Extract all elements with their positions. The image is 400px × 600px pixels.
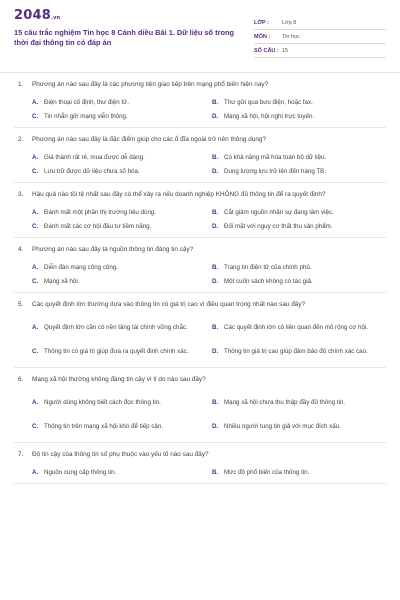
answer-options bbox=[14, 207, 386, 231]
option-text: Dung lượng lưu trữ lên đến hàng TB. bbox=[224, 167, 327, 175]
answer-option[interactable] bbox=[212, 111, 386, 121]
option-letter: C. bbox=[32, 422, 39, 430]
question-text: Mạng xã hội thường không đáng tin cậy vì lí do nào sau đây? bbox=[32, 376, 206, 383]
answer-option[interactable] bbox=[212, 341, 386, 361]
answer-options bbox=[14, 317, 386, 361]
question-number: 4. bbox=[18, 246, 24, 253]
answer-option[interactable] bbox=[32, 111, 206, 121]
option-letter: B. bbox=[212, 98, 219, 106]
logo-suffix: .vn bbox=[50, 15, 61, 21]
option-text: Có khả năng mã hóa toàn bộ dữ liệu. bbox=[224, 153, 327, 161]
page-title: 15 câu trắc nghiệm Tin học 8 Cánh diều Bài 1. Dữ liệu số trong thời đại thông tin có đáp án bbox=[14, 28, 234, 47]
answer-option[interactable] bbox=[212, 467, 386, 477]
question-text-row bbox=[14, 450, 386, 459]
option-letter: A. bbox=[32, 263, 39, 271]
meta-row bbox=[254, 30, 386, 44]
option-letter: C. bbox=[32, 222, 39, 230]
option-letter: B. bbox=[212, 153, 219, 161]
meta-row bbox=[254, 16, 386, 30]
option-letter: D. bbox=[212, 167, 219, 175]
answer-option[interactable] bbox=[32, 276, 206, 286]
question-list bbox=[0, 73, 400, 484]
option-letter: B. bbox=[212, 468, 219, 476]
option-text: Thông tin giá trị cao giúp đảm bảo độ chính xác cao. bbox=[224, 347, 368, 355]
question-text-row bbox=[14, 190, 386, 199]
option-letter: B. bbox=[212, 323, 219, 331]
question-text: Các quyết định lớn thường dựa vào thông tin có giá trị cao vì điều quan trọng nhất nào sau đây? bbox=[32, 301, 306, 308]
option-letter: A. bbox=[32, 468, 39, 476]
quiz-meta-panel bbox=[254, 16, 386, 58]
option-text: Mạng xã hội, hội nghị trực tuyến. bbox=[224, 112, 315, 120]
option-text: Cắt giảm nguồn nhân sự đang làm việc. bbox=[224, 208, 334, 216]
answer-option[interactable] bbox=[32, 317, 206, 337]
option-text: Một cuốn sách không có tác giả. bbox=[224, 277, 313, 285]
option-letter: D. bbox=[212, 422, 219, 430]
question-item bbox=[14, 443, 386, 484]
answer-options bbox=[14, 262, 386, 286]
option-text: Diễn đàn mạng công cộng. bbox=[44, 263, 118, 271]
meta-value: 15 bbox=[282, 47, 289, 54]
header bbox=[0, 0, 400, 60]
answer-options bbox=[14, 152, 386, 176]
question-text: Phương án nào sau đây là nguồn thông tin đáng tin cậy? bbox=[32, 246, 194, 253]
option-text: Thông tin trên mạng xã hội khó để tiếp cận. bbox=[44, 422, 164, 430]
option-text: Lưu trữ được dữ liệu chưa số hóa. bbox=[44, 167, 140, 175]
meta-key: SỐ CÂU : bbox=[254, 47, 279, 54]
answer-option[interactable] bbox=[212, 97, 386, 107]
option-letter: C. bbox=[32, 277, 39, 285]
question-number: 3. bbox=[18, 191, 24, 198]
question-text-row bbox=[14, 245, 386, 254]
answer-option[interactable] bbox=[32, 166, 206, 176]
question-item bbox=[14, 368, 386, 443]
logo-text: 2048 bbox=[14, 8, 51, 23]
answer-options bbox=[14, 467, 386, 477]
question-number: 5. bbox=[18, 301, 24, 308]
option-text: Đánh mất các cơ hội đầu tư tiềm năng. bbox=[44, 222, 152, 230]
question-item bbox=[14, 238, 386, 293]
option-text: Trang tin điện tử của chính phủ. bbox=[224, 263, 312, 271]
answer-option[interactable] bbox=[32, 341, 206, 361]
answer-option[interactable] bbox=[212, 221, 386, 231]
answer-option[interactable] bbox=[32, 392, 206, 412]
answer-option[interactable] bbox=[32, 207, 206, 217]
option-text: Các quyết định lớn có liên quan đến mô rộng cơ hội. bbox=[224, 323, 368, 331]
option-letter: C. bbox=[32, 167, 39, 175]
answer-option[interactable] bbox=[212, 276, 386, 286]
option-text: Thư gửi qua bưu điện, hoặc fax. bbox=[224, 98, 313, 106]
question-number: 7. bbox=[18, 451, 24, 458]
option-letter: C. bbox=[32, 347, 39, 355]
answer-options bbox=[14, 97, 386, 121]
option-letter: A. bbox=[32, 98, 39, 106]
option-letter: A. bbox=[32, 208, 39, 216]
option-letter: A. bbox=[32, 153, 39, 161]
answer-option[interactable] bbox=[32, 97, 206, 107]
question-text-row bbox=[14, 135, 386, 144]
option-text: Mạng xã hội chưa thu thập đầy đủ thông tin. bbox=[224, 398, 346, 406]
answer-option[interactable] bbox=[212, 262, 386, 272]
answer-option[interactable] bbox=[212, 152, 386, 162]
answer-option[interactable] bbox=[32, 467, 206, 477]
option-text: Quyết định lớn cần có nền tảng tài chính vững chắc. bbox=[44, 323, 188, 331]
answer-option[interactable] bbox=[32, 416, 206, 436]
question-item bbox=[14, 183, 386, 238]
question-text-row bbox=[14, 375, 386, 384]
answer-option[interactable] bbox=[32, 152, 206, 162]
meta-row bbox=[254, 44, 386, 58]
option-letter: C. bbox=[32, 112, 39, 120]
option-letter: A. bbox=[32, 398, 39, 406]
question-item bbox=[14, 128, 386, 183]
option-text: Mức độ phổ biến của thông tin. bbox=[224, 468, 310, 476]
option-letter: D. bbox=[212, 112, 219, 120]
answer-option[interactable] bbox=[212, 166, 386, 176]
option-letter: A. bbox=[32, 323, 39, 331]
option-letter: D. bbox=[212, 347, 219, 355]
option-text: Tin nhắn gửi mạng viễn thông. bbox=[44, 112, 128, 120]
option-letter: B. bbox=[212, 208, 219, 216]
option-text: Người dùng không biết cách đọc thông tin. bbox=[44, 398, 161, 406]
option-text: Giá thành rất rẻ, mua được dễ dàng. bbox=[44, 153, 145, 161]
question-number: 1. bbox=[18, 81, 24, 88]
answer-option[interactable] bbox=[32, 262, 206, 272]
option-text: Thông tin có giá trị giúp đưa ra quyết định chính xác. bbox=[44, 347, 189, 355]
option-text: Nhiều người tung tin giả với mục đích xấu. bbox=[224, 422, 341, 430]
option-text: Đối mặt với nguy cơ thất thu sản phẩm. bbox=[224, 222, 333, 230]
question-number: 2. bbox=[18, 136, 24, 143]
meta-key: LỚP : bbox=[254, 19, 269, 26]
answer-options bbox=[14, 392, 386, 436]
question-text: Phương án nào sau đây là các phương tiện giao tiếp trên mạng phổ biến hiện nay? bbox=[32, 81, 269, 88]
question-text-row bbox=[14, 300, 386, 309]
question-text-row bbox=[14, 80, 386, 89]
question-number: 6. bbox=[18, 376, 24, 383]
option-text: Mạng xã hội. bbox=[44, 277, 80, 285]
answer-option[interactable] bbox=[32, 221, 206, 231]
question-item bbox=[14, 73, 386, 128]
answer-option[interactable] bbox=[212, 392, 386, 412]
answer-option[interactable] bbox=[212, 317, 386, 337]
question-text: Phương án nào sau đây là đặc điểm giúp cho các ổ đĩa ngoài trở nên thông dụng? bbox=[32, 136, 267, 143]
option-text: Điện thoại cố định, thư điện tử. bbox=[44, 98, 129, 106]
option-letter: B. bbox=[212, 398, 219, 406]
question-item bbox=[14, 293, 386, 368]
question-text: Hậu quả nào tồi tệ nhất sau đây có thể xảy ra nếu doanh nghiệp KHÔNG đủ thông tin để ra quyết định? bbox=[32, 191, 326, 198]
meta-value: Tin học bbox=[282, 33, 300, 40]
option-letter: D. bbox=[212, 277, 219, 285]
option-text: Nguồn cung cấp thông tin. bbox=[44, 468, 117, 476]
option-text: Đánh mất một phần thị trường tiêu dùng. bbox=[44, 208, 157, 216]
option-letter: D. bbox=[212, 222, 219, 230]
meta-value: Lớp 8 bbox=[282, 19, 297, 26]
question-text: Độ tin cậy của thông tin số phụ thuộc vào yếu tố nào sau đây? bbox=[32, 451, 209, 458]
option-letter: B. bbox=[212, 263, 219, 271]
answer-option[interactable] bbox=[212, 416, 386, 436]
meta-key: MÔN : bbox=[254, 33, 271, 40]
answer-option[interactable] bbox=[212, 207, 386, 217]
